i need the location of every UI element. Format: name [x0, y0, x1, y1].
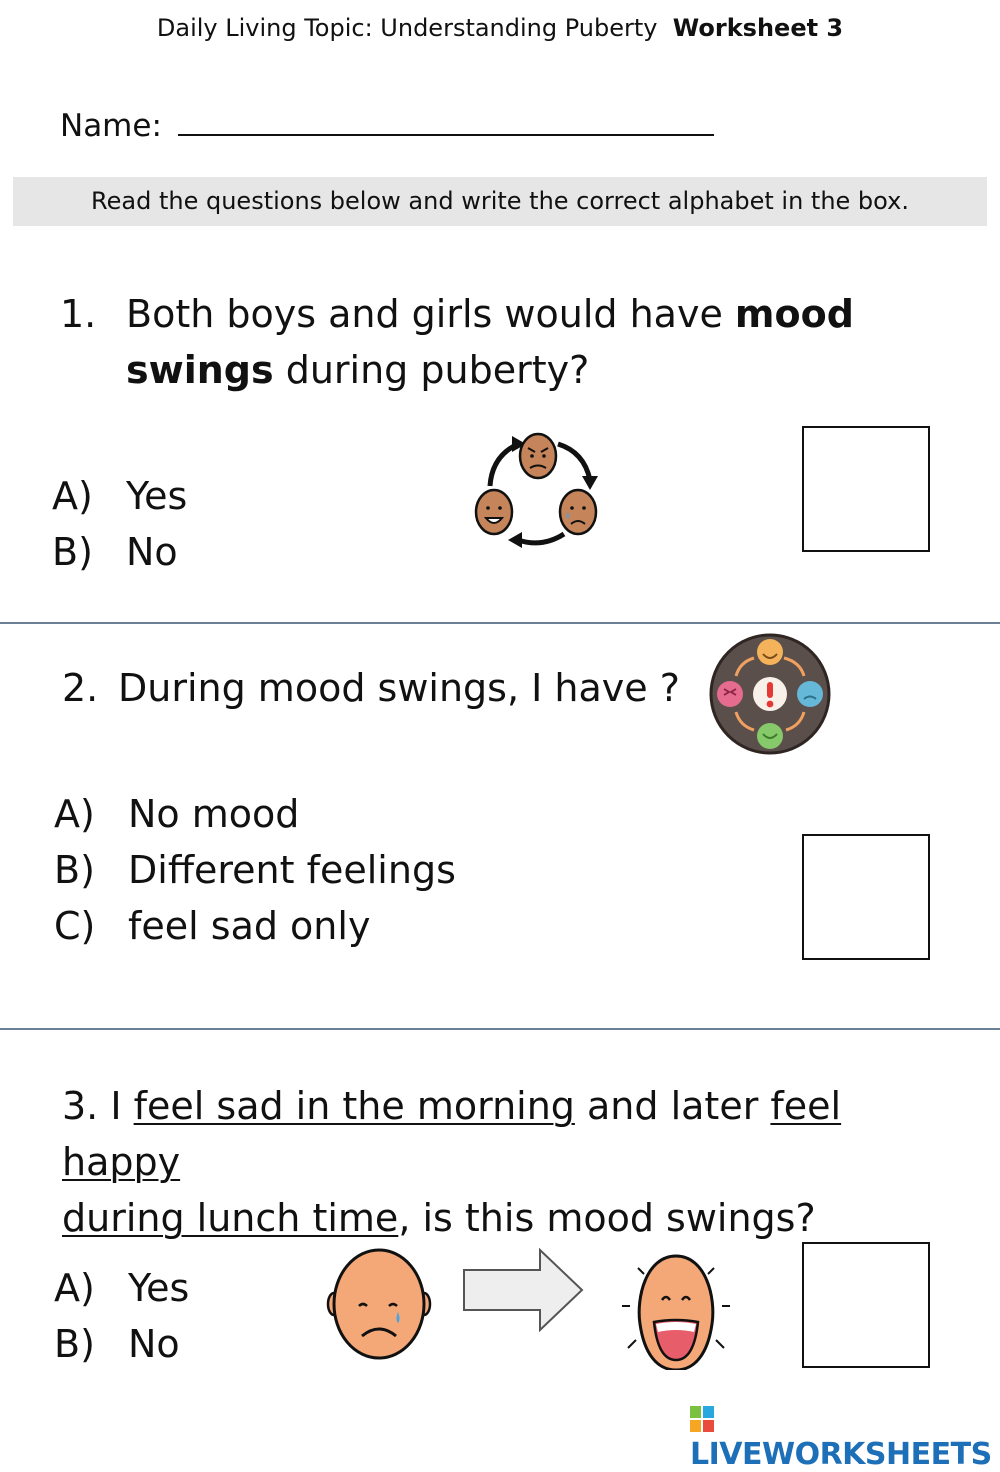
- angry-face: [520, 434, 556, 478]
- arrow-right-icon: [462, 1248, 584, 1332]
- question-1-text-2: during puberty?: [273, 348, 590, 392]
- option-1b: [52, 524, 187, 580]
- name-field-line[interactable]: [178, 108, 714, 136]
- question-3-underline-1: feel sad in the morning: [133, 1084, 575, 1128]
- option-text: Different feelings: [128, 848, 456, 892]
- option-letter: A): [54, 1266, 95, 1310]
- answer-box-2[interactable]: [802, 834, 930, 960]
- liveworksheets-logo[interactable]: [690, 1402, 1000, 1472]
- topic-title: Daily Living Topic: Understanding Puberty: [156, 14, 658, 42]
- question-2: [62, 660, 680, 716]
- option-text: No: [128, 1322, 180, 1366]
- option-text: feel sad only: [128, 904, 371, 948]
- answer-box-3[interactable]: [802, 1242, 930, 1368]
- name-label: Name:: [60, 108, 162, 144]
- liveworksheets-logo-icon: [690, 1406, 714, 1432]
- option-letter: A): [52, 474, 93, 518]
- sad-small-face: [560, 490, 596, 534]
- logo-text: LIVEWORKSHEETS: [690, 1437, 992, 1472]
- instructions-banner: Read the questions below and write the correct alphabet in the box.: [13, 177, 987, 226]
- question-3-underline-3: during lunch time: [62, 1196, 399, 1240]
- question-1-number: 1.: [60, 292, 97, 336]
- option-3a: [54, 1260, 189, 1316]
- option-letter: B): [52, 530, 93, 574]
- sad-face-icon: [326, 1246, 432, 1362]
- option-2c: [54, 898, 456, 954]
- question-3-number: 3. I: [62, 1084, 134, 1128]
- answer-box-1[interactable]: [802, 426, 930, 552]
- happy-face-icon: [616, 1248, 736, 1370]
- option-letter: A): [54, 792, 95, 836]
- question-1-bold-1: mood: [734, 292, 854, 336]
- happy-small-face: [476, 490, 512, 534]
- question-1-bold-2: swings: [126, 348, 274, 392]
- worksheet-number: Worksheet 3: [672, 14, 844, 42]
- question-3: [62, 1078, 962, 1246]
- worksheet-header: [0, 14, 1000, 42]
- name-row: [60, 108, 714, 144]
- option-letter: C): [54, 904, 96, 948]
- question-3-text: and later: [574, 1084, 771, 1128]
- question-3-options: [54, 1260, 189, 1372]
- option-text: Yes: [128, 1266, 190, 1310]
- option-2b: [54, 842, 456, 898]
- option-text: No: [126, 530, 178, 574]
- question-3-text-2: , is this mood swings?: [398, 1196, 816, 1240]
- option-text: No mood: [128, 792, 300, 836]
- section-divider-1: [0, 622, 1000, 624]
- mood-cycle-faces-icon: [460, 428, 620, 552]
- option-3b: [54, 1316, 189, 1372]
- question-1: [60, 286, 854, 398]
- option-1a: [52, 468, 187, 524]
- question-1-text: Both boys and girls would have: [126, 292, 735, 336]
- feelings-wheel-icon: [708, 632, 832, 756]
- question-2-text: During mood swings, I have ?: [118, 666, 680, 710]
- section-divider-2: [0, 1028, 1000, 1030]
- question-1-options: [52, 468, 187, 580]
- question-2-options: [54, 786, 456, 954]
- option-letter: B): [54, 848, 95, 892]
- option-text: Yes: [126, 474, 188, 518]
- question-3-underline-2: feel happy: [62, 1084, 842, 1184]
- option-2a: [54, 786, 456, 842]
- question-2-number: 2.: [62, 666, 99, 710]
- option-letter: B): [54, 1322, 95, 1366]
